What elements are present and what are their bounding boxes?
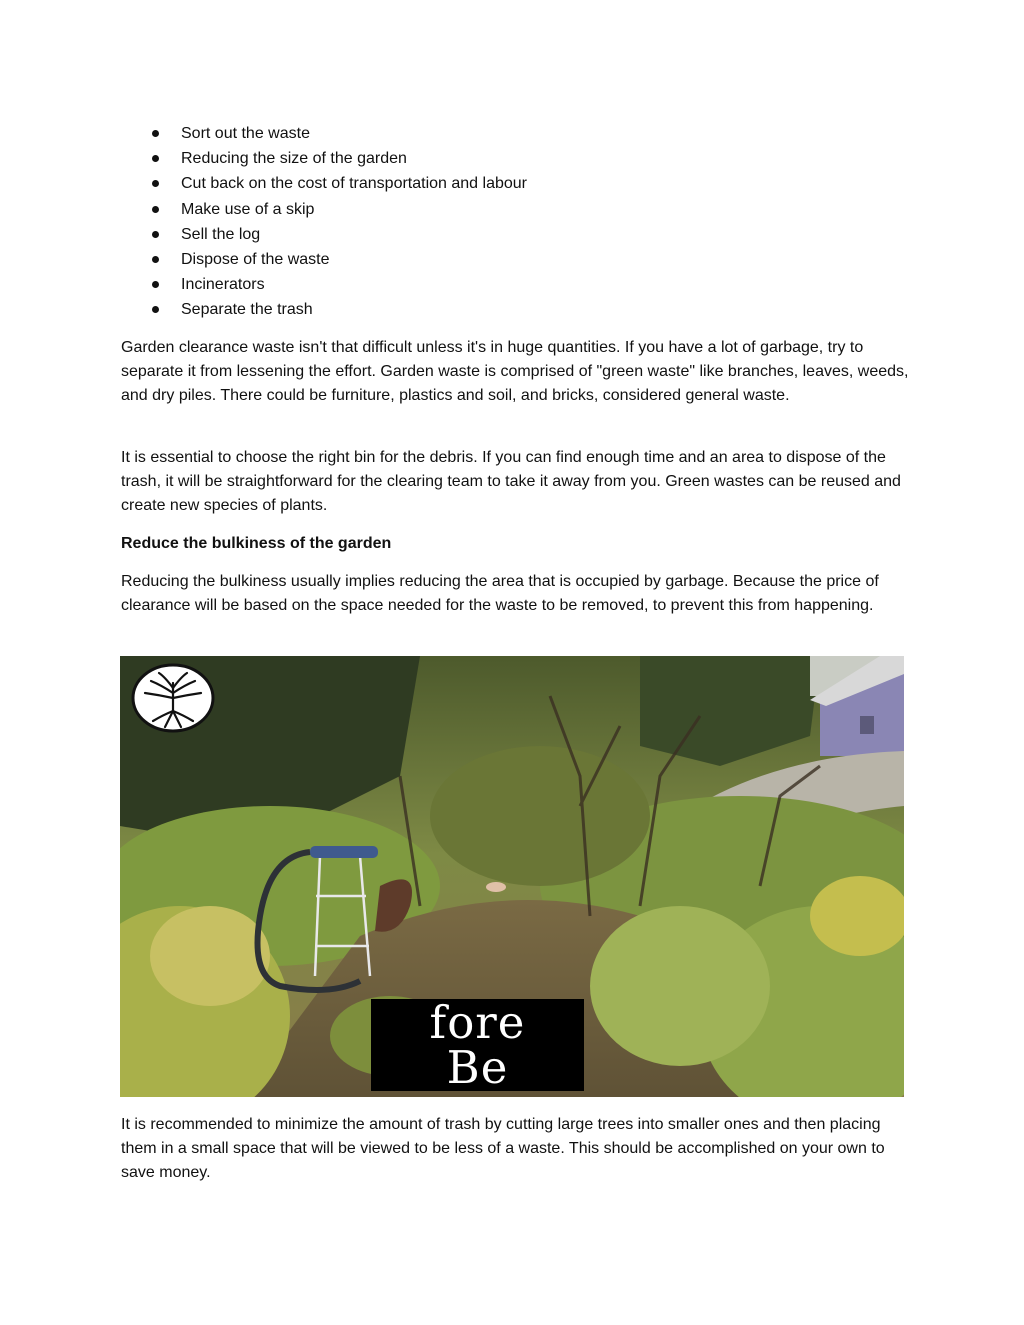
list-item (150, 121, 527, 146)
fore-be-logo-overlay (371, 996, 584, 1094)
bullet-icon (152, 281, 159, 288)
list-item (150, 272, 527, 297)
list-item (150, 222, 527, 247)
list-item-text: Make use of a skip (181, 200, 315, 218)
bullet-icon (152, 231, 159, 238)
logo-text-line2: Be (446, 1041, 509, 1094)
bullet-icon (152, 130, 159, 137)
list-item (150, 197, 527, 222)
list-item (150, 171, 527, 196)
list-item-text: Cut back on the cost of transportation and labour (181, 175, 527, 193)
list-item (150, 297, 527, 322)
paragraph-right-bin: It is essential to choose the right bin for the debris. If you can find enough time and an area to dispose of the trash, it will be straightforward for the clearing team to take it away from you. Green wastes can be reused and create new species of plants. (121, 449, 901, 514)
bullet-list (150, 121, 527, 323)
logo-text-line1: fore (429, 996, 526, 1049)
bullet-icon (152, 180, 159, 187)
paragraph-minimize-trash: It is recommended to minimize the amount of trash by cutting large trees into smaller ones and then placing them in a small space that will be viewed to be less of a waste. This should be accomplished on your own to save money. (121, 1116, 885, 1181)
bullet-icon (152, 306, 159, 313)
bullet-icon (152, 256, 159, 263)
paragraph-bulkiness: Reducing the bulkiness usually implies reducing the area that is occupied by garbage. Because the price of clearance will be based on the space needed for the waste to be removed, to prevent this from happening. (121, 573, 879, 614)
bullet-icon (152, 206, 159, 213)
paragraph-garden-clearance: Garden clearance waste isn't that difficult unless it's in huge quantities. If you have a lot of garbage, try to separate it from lessening the effort. Garden waste is comprised of "green waste" like branches, leaves, weeds, and dry piles. There could be furniture, plastics and soil, and bricks, considered general waste. (121, 339, 909, 404)
list-item (150, 146, 527, 171)
list-item-text: Incinerators (181, 276, 265, 294)
list-item-text: Sell the log (181, 225, 261, 243)
section-heading: Reduce the bulkiness of the garden (121, 535, 392, 552)
list-item-text: Dispose of the waste (181, 250, 330, 268)
tree-of-life-icon (131, 663, 215, 733)
list-item-text: Reducing the size of the garden (181, 150, 407, 168)
list-item-text: Separate the trash (181, 301, 313, 319)
list-item-text: Sort out the waste (181, 125, 310, 142)
bullet-icon (152, 155, 159, 162)
list-item (150, 247, 527, 272)
